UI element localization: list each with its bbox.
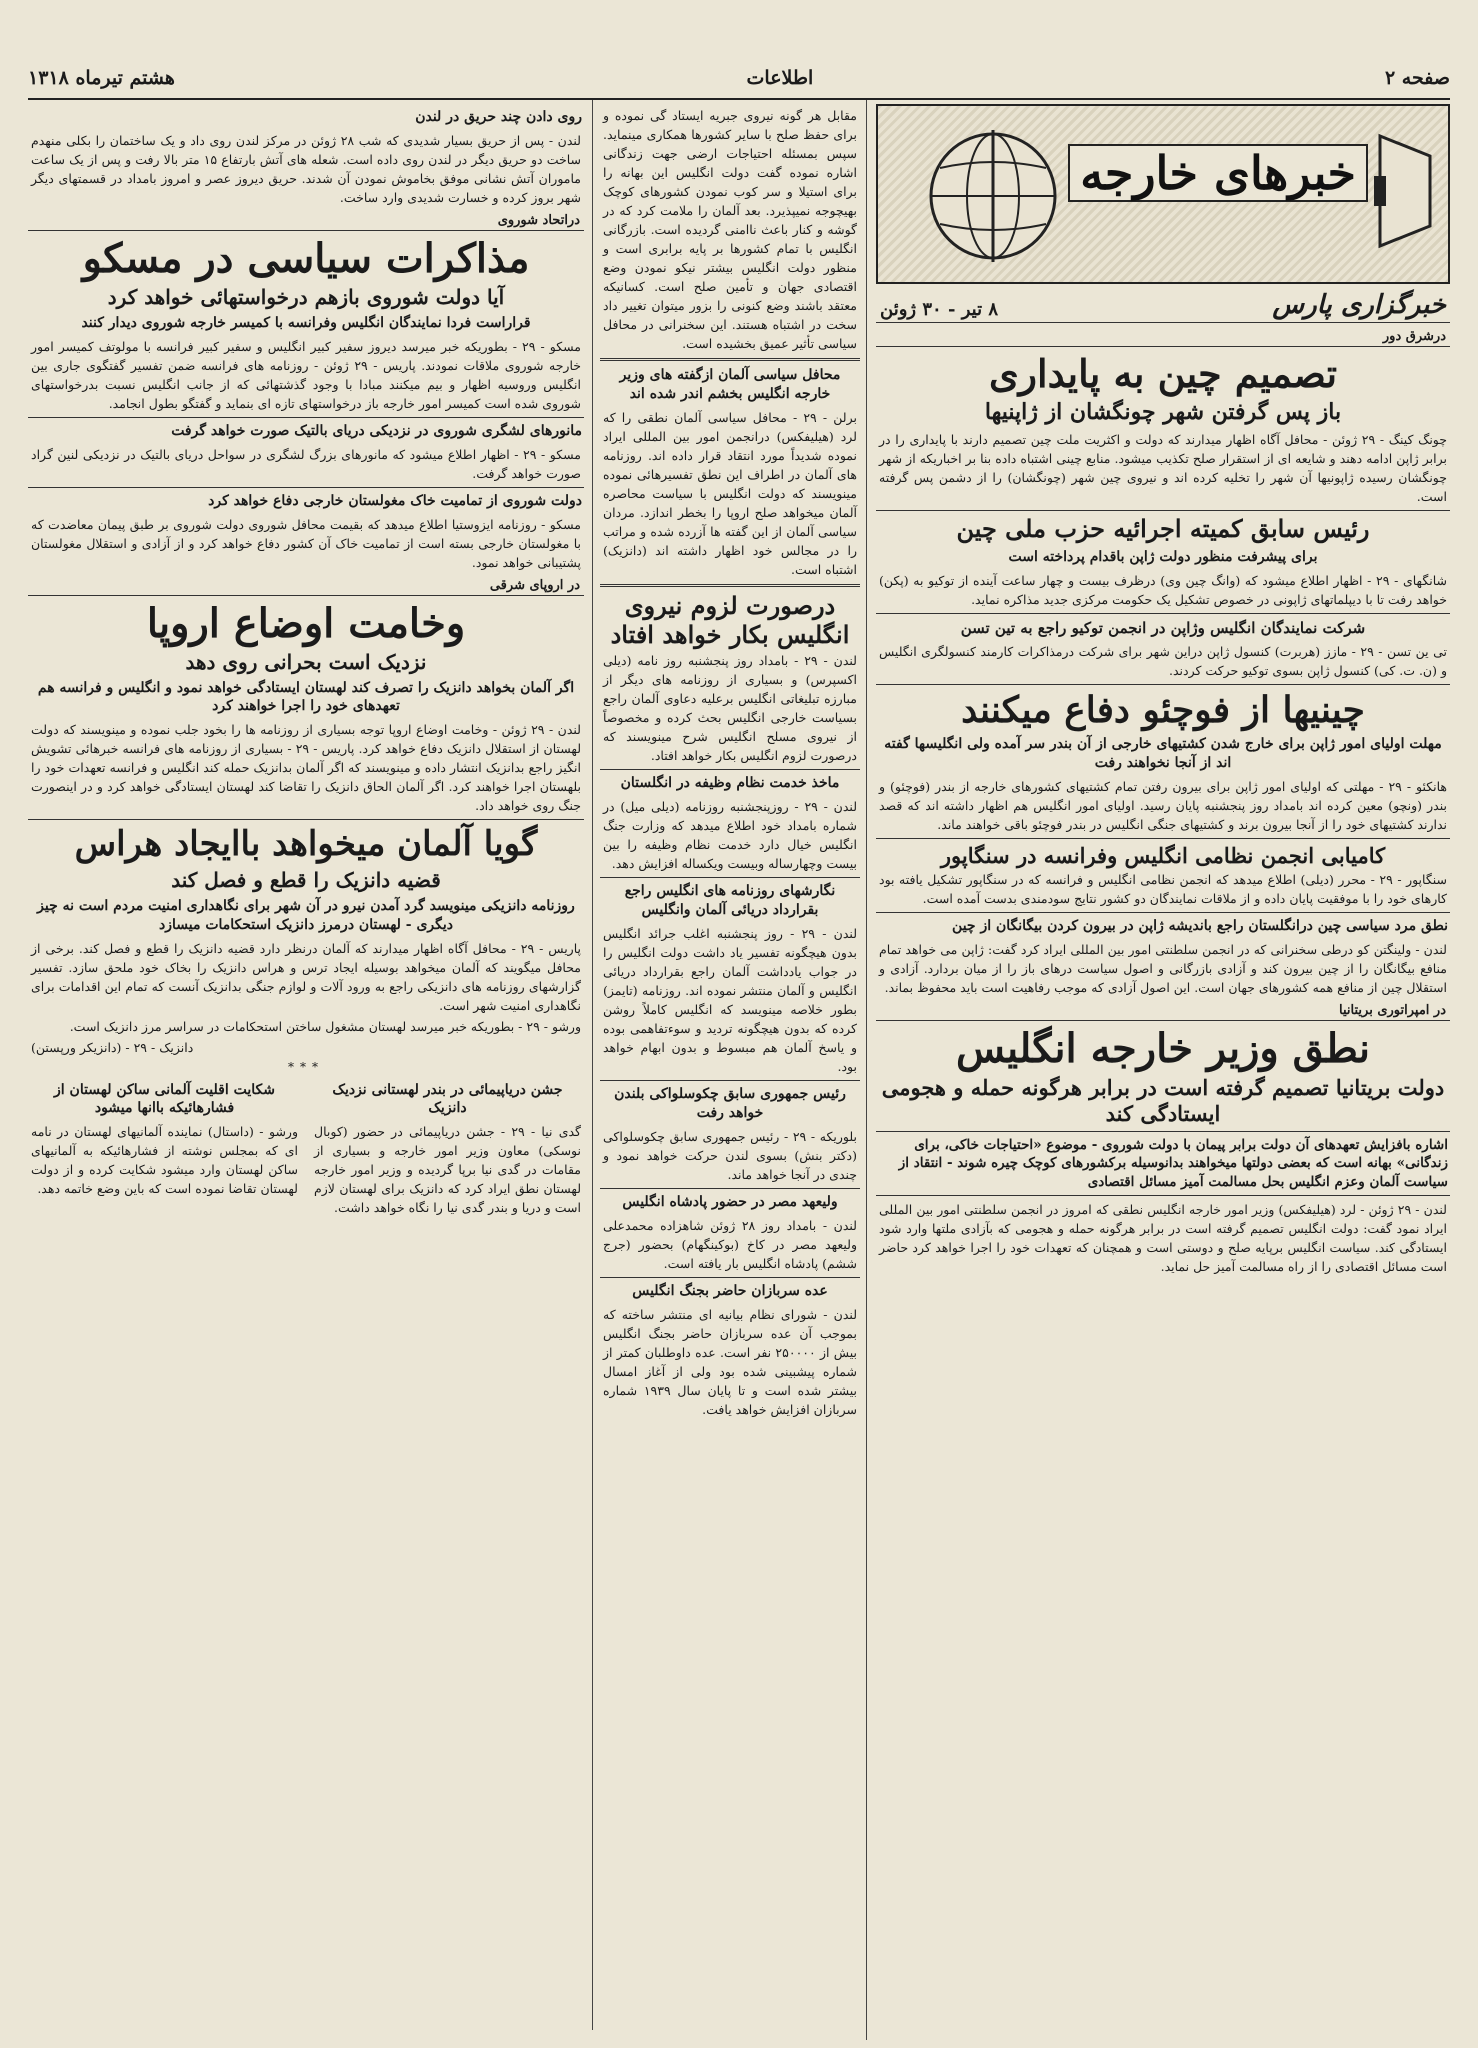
headline-british-force: درصورت لزوم نیروی انگلیس بکار خواهد افتاد bbox=[610, 590, 850, 649]
foreign-news-banner bbox=[876, 104, 1450, 284]
subhead: مهلت اولیای امور ژاپن برای خارج شدن کشتیهای خارجی از آن بندر سر آمده ولی انگلیسها گفته اند از آنجا نخواهند رفت bbox=[884, 735, 1442, 771]
subhead-chungshan: باز پس گرفتن شهر چونگشان از ژاپنیها bbox=[984, 398, 1342, 425]
article-body: لندن - ۲۹ ژوئن - لرد (هیلیفکس) وزیر امور خارجه انگلیس نطقی که امروز در انجمن سلطنتی امور بین المللی ایراد نمود گفت: دولت انگلیس تصمیم گرفته است در برابر هرگونه حمله و هجومی که بآزادی ملتها وارد شود ایستادگی کند. سیاست انگلیس برپایه صلح و دوستی است و همچنان که تعهدات خود را اجرا خواهد کرد حاضر است مسائل اقتصادی را از راه مسالمت آمیز حل نماید. bbox=[879, 1201, 1447, 1274]
headline-moscow-talks: مذاکرات سیاسی در مسکو bbox=[82, 234, 530, 282]
article-body: مسکو - روزنامه ایزوستیا اطلاع میدهد که بقیمت محافل شوروی دولت شوروی بر طبق پیمان معاضدت که با مغولستان خارجی بسته است از تمامیت خاک آن کشور دفاع خواهد کرد و از آزادی و استقلال مغولستان پشتیبانی خواهد نمود. bbox=[31, 516, 581, 570]
article-body: لندن - ولینگتن کو درطی سخنرانی که در انجمن سلطنتی امور بین المللی ایراد کرد گفت: ژاپن می خواهد تمام منافع بیگانگان را از چین بیرون کند و آزادی بازرگانی و اصول سیاست درهای باز را از میان بردارد. آزادی و استقلال چین از منافع همه کشورهای جهان است. این اصول آزادی که موجب رفاهیت است باید محفوظ بماند. bbox=[879, 941, 1447, 995]
article-body: بلوریکه - ۲۹ - رئیس جمهوری سابق چکوسلواکی (دکتر بنش) بسوی لندن حرکت خواهد نمود و چندی در آنجا خواهد ماند. bbox=[603, 1128, 857, 1182]
section-heading-soviet: دراتحاد شوروی bbox=[28, 211, 584, 231]
column-divider bbox=[592, 100, 593, 2030]
article-body: مقابل هر گونه نیروی جبریه ایستاد گی نموده و برای حفظ صلح با سایر کشورها همکاری مینماید. سپس بمسئله احتیاجات ارضی جهت زندگانی اشاره نموده گفت دولت انگلیس این بهانه را برای استیلا و سر کوب نمودن کشورهای کوچک بهیچوجه نمیپذیرد. بعد آلمان را ملامت کرد که در گوشه و کنار باعث ناامنی گردیده است. بازرگانی انگلیس با تمام کشورها بر پایه برابری است و منظور دولت انگلیس بیشتر نیکو نمودن وضع اقتصادی جهان و تأمین صلح است. کسانیکه معتقد باشند وضع کنونی را بزور میتوان تغییر داد سخت در اشتباه هستند. این سخنرانی در محافل سیاسی تأثیر عمیق بخشیده است. bbox=[603, 108, 857, 351]
agency-line bbox=[876, 284, 1450, 323]
article-body: لندن - ۲۹ - بامداد روز پنجشنبه روز نامه (دیلی اکسپرس) و بسیاری از روزنامه های دیگر از مبارزه تبلیغاتی انگلیس برعلیه دعاوی آلمان راجع بسیاست خارجی انگلیس بحث کرده و مخصوصاً از نیروی مسلح انگلیس شرح مینویسند که درصورت لزوم انگلیس بکار خواهد افتاد. bbox=[603, 653, 857, 764]
section-heading-eastern-europe: در اروپای شرقی bbox=[28, 576, 584, 596]
subhead: نزدیک است بحرانی روی دهد bbox=[185, 649, 427, 674]
page-number: صفحه ۲ bbox=[1384, 67, 1450, 89]
subhead: قضیه دانزیک را قطع و فصل کند bbox=[171, 867, 441, 892]
article-body: ورشو - (داستال) نماینده آلمانیهای لهستان در نامه ای که بمجلس نوشته از فشارهائیکه به آلمانیهای ساکن لهستان وارد میشود شکایت کرده و از دولت لهستان تقاضا نموده است که باین وضع خاتمه دهد. bbox=[31, 1124, 298, 1197]
article-body: لندن - ۲۹ ژوئن - وخامت اوضاع اروپا توجه بسیاری از روزنامه ها را بخود جلب نموده و مینویسند که دولت لهستان از استقلال دانزیک دفاع خواهد کرد. پاریس - ۲۹ - بسیاری از روزنامه های فرانسه خبرهائی تشویش انگیز راجع بدانزیک انتشار داده و مینویسند که اگر آلمان بدانزیک حمله کند انگلیس و فرانسه تعهدات خود را بلهستان اجرا خواهند کرد. اگر آلمان الحاق دانزیک را تقاضا کند لهستان ایستادگی خواهد کرد و در اینصورت جنگ روی خواهد داد. bbox=[31, 722, 582, 814]
headline-tientsin-talks: شرکت نمایندگان انگلیس وژاپن در انجمن توکیو راجع به تین تسن bbox=[960, 618, 1366, 637]
middle-column bbox=[600, 104, 860, 2034]
headline-mongolia-defense: دولت شوروی از تمامیت خاک مغولستان خارجی دفاع خواهد کرد bbox=[208, 492, 582, 509]
headline-soldiers-count: عده سربازان حاضر بجنگ انگلیس bbox=[632, 1282, 828, 1299]
summary-box: اشاره بافزایش تعهدهای آن دولت برابر پیمان با دولت شوروی - موضوع «احتیاجات خاکی، برای زندگانی» بهانه است که بعضی دولتها میخواهند بدانوسیله برکشورهای کوچک چیره شوند - انتقاد از سیاست آلمان وعزم انگلیس بحل مسالمت آمیز مسائل اقتصادی bbox=[898, 1137, 1448, 1190]
article-body: لندن - بامداد روز ۲۸ ژوئن شاهزاده محمدعلی ولیعهد مصر در کاخ (بوکینگهام) بحضور (جرج ششم) پادشاه انگلیس بار یافته است. bbox=[603, 1217, 857, 1271]
headline-foreign-secretary-speech: نطق وزیر خارجه انگلیس bbox=[956, 1024, 1370, 1072]
dateline: دانزیک - ۲۹ - (دانزیکر ورپستن) bbox=[31, 1039, 194, 1055]
gramophone-horn-icon bbox=[1370, 126, 1440, 256]
headline-london-fires: روی دادن چند حریق در لندن bbox=[415, 109, 582, 125]
paper-name: اطلاعات bbox=[746, 67, 814, 89]
headline-foochow-defense: چینیها از فوچئو دفاع میکنند bbox=[961, 689, 1365, 732]
section-heading-british-empire: در امپراتوری بریتانیا bbox=[876, 1001, 1450, 1021]
subhead: دولت بریتانیا تصمیم گرفته است در برابر هرگونه حمله و هجومی ایستادگی کند bbox=[881, 1074, 1445, 1126]
article-body: هانکئو - ۲۹ - مهلتی که اولیای امور ژاپن برای بیرون رفتن تمام کشتیهای کشورهای خارجه از بندر (فوچئو) و بندر (ونچو) معین کرده اند بامداد روز پنجشنبه پایان رسید. اولیای امور انگلیس هم اظهار داشته اند که قصد ندارند کشتیهای خود را از آنجا بیرون برند و کشتیهای جنگی انگلیس در بندر فوچئو باقی خواهند ماند. bbox=[879, 778, 1447, 832]
article-body: شانگهای - ۲۹ - اظهار اطلاع میشود که (وانگ چین وی) درظرف بیست و چهار ساعت آینده از توکیو به (پکن) خواهد رفت تا با دیپلماتهای ژاپونی در خصوص تشکیل یک حکومت مرکزی جدید مذاکره نماید. bbox=[879, 572, 1447, 607]
headline-navy-festival: جشن دریاپیمائی در بندر لهستانی نزدیک دانزیک bbox=[332, 1081, 563, 1117]
headline-naval-agreement: نگارشهای روزنامه های انگلیس راجع بقرارداد دریائی آلمان وانگلیس bbox=[624, 883, 836, 919]
article-body: پاریس - ۲۹ - محافل آگاه اظهار میدارند که آلمان درنظر دارد قضیه دانزیک را قطع و فصل کند. برخی از محافل میگویند که آلمان میخواهد بوسیله ایجاد ترس و هراس دانزیک را بخاک خود ملحق سازد. تفسیر گزارشهای روزنامه های دانزیکی راجع به ورود آلات و لوازم جنگی بدانزیک آنست که تمام این اقدامات برای نگاهداری امنیت شهر است. bbox=[31, 940, 581, 1013]
section-heading-far-east: درشرق دور bbox=[876, 327, 1450, 347]
agency-name: خبرگزاری پارس bbox=[1272, 290, 1446, 320]
article-body: تی ین تسن - ۲۹ - مازز (هربرت) کنسول ژاپن دراین شهر برای شرکت درمذاکرات کارمند کنسولگری انگلیس و (ن. ت. کی) کنسول ژاپن بسوی توکیو حرکت کردند. bbox=[879, 644, 1447, 679]
headline-baltic-maneuvers: مانورهای لشگری شوروی در نزدیکی دریای بالتیک صورت خواهد گرفت bbox=[171, 422, 582, 439]
headline-former-chairman: رئیس سابق کمیته اجرائیه حزب ملی چین bbox=[956, 514, 1370, 544]
article-body: سنگاپور - ۲۹ - محرر (دیلی) اطلاع میدهد که انجمن نظامی انگلیس و فرانسه که در سنگاپور تشکیل یافته بود کارهای خود را با موفقیت پایان داده و از ملاقات نمایندگان دو کشور نتایج سودمندی بدست آمده است. bbox=[879, 871, 1447, 906]
article-body: لندن - شورای نظام بیانیه ای منتشر ساخته که بموجب آن عده سربازان حاضر بجنگ انگلیس بیش از ۲۵۰۰۰۰ نفر است. عده داوطلبان کمتر از شماره پیشبینی شده بود ولی از آغاز امسال بیشتر شده است و تا پایان سال ۱۹۳۹ شماره سربازان افزایش خواهد یافت. bbox=[603, 1306, 857, 1417]
article-body: گدی نیا - ۲۹ - جشن دریاپیمائی در حضور (کوبال نوسکی) معاون وزیر امور خارجه و بسیاری از مقامات در گدی نیا برپا گردیده و وزیر امور خارجه لهستان نطق ایراد کرد که دانزیک برای لهستان لازم است و دریا و بندر گدی نیا را نگاه خواهد داشت. bbox=[314, 1124, 581, 1216]
headline-egypt-crown-prince: ولیعهد مصر در حضور پادشاه انگلیس bbox=[622, 1193, 838, 1210]
masthead-bar bbox=[28, 58, 1450, 100]
agency-date: ۸ تیر - ۳۰ ژوئن bbox=[880, 299, 999, 320]
headline-europe-crisis: وخامت اوضاع اروپا bbox=[146, 599, 466, 647]
column-divider bbox=[866, 100, 867, 2040]
article-body: لندن - پس از حریق بسیار شدیدی که شب ۲۸ ژوئن در مرکز لندن روی داد و یک ساختمان را بکلی منهدم ساخت دو حریق دیگر در لندن روی داده است. شعله های آتش بارتفاع ۱۵ متر بالا رفت و پس از یک ساعت ماموران آتش نشانی موفق بخاموش نمودن آن شدند. حریق دیروز عصر و امروز بامداد در قسمتهای دیگر شهر بروز کرده و خسارت شدیدی وارد ساخت. bbox=[31, 132, 581, 205]
separator-stars: *** bbox=[288, 1059, 324, 1074]
left-column bbox=[28, 104, 584, 2034]
subhead: روزنامه دانزیکی مینویسد گرد آمدن نیرو در آن شهر برای نگاهداری امنیت مردم است نه چیز دیگری - لهستان درمرز دانزیک استحکامات میسازد bbox=[37, 897, 575, 933]
article-body: مسکو - ۲۹ - اظهار اطلاع میشود که مانورهای بزرگ لشگری در سواحل دریای بالتیک در نزدیکی لنین گراد صورت خواهد گرفت. bbox=[31, 446, 581, 481]
article-body: برلن - ۲۹ - محافل سیاسی آلمان نطقی را که لرد (هیلیفکس) درانجمن امور بین المللی ایراد نموده شدیداً مورد انتقاد قرار داده اند. روزنامه های آلمان در اطراف این نطق تفسیرهائی نموده مینویسند که دولت انگلیس با سیاست محاصره آلمان میخواهد صلح اروپا را بخطر اندازد. مردان سیاسی آلمان از این گفته ها آزرده شده و مراتب را در مجالس خود اظهار داشته اند (دانزیک) اشتباه است. bbox=[603, 409, 857, 577]
headline-china-resistance: تصمیم چین به پایداری bbox=[988, 351, 1338, 396]
headline-singapore-conference: کامیابی انجمن نظامی انگلیس وفرانسه در سنگاپور bbox=[940, 842, 1386, 868]
headline-wellington-koo: نطق مرد سیاسی چین درانگلستان راجع بانديشه ژاپن در بیرون کردن بیگانگان از چین bbox=[952, 917, 1448, 934]
globe-icon bbox=[918, 126, 1068, 266]
article-body: مسکو - ۲۹ - بطوریکه خبر میرسد دیروز سفیر کبیر انگلیس و سفیر کبیر فرانسه با مولوتف کمیسر امور خارجه شوروی ملاقات نمودند. پاریس - ۲۹ ژوئن - روزنامه های فرانسه ضمن تفسیر گفتگوی جاری بین انگلیس وروسیه اظهار و بیم میکنند مبادا با وجود گذشتهائی که از جانب انگلیس نسبت بدرخواستهای شوروی شده است کمیسر امور خارجه باز درخواستهای تازه ای بنماید و گفتگو بطول انجامد. bbox=[31, 338, 581, 411]
headline-conscription: ماخذ خدمت نظام وظیفه در انگلستان bbox=[620, 775, 840, 792]
article-body: چونگ کینگ - ۲۹ ژوئن - محافل آگاه اظهار میدارند که دولت و اکثریت ملت چین تصمیم دارند با پایداری را در برابر ژاپن ادامه دهند و شایعه ای از استقرار صلح تکذیب میشود. منابع چینی اشتباه داده بنا بر اخباریکه از شهر چونگشان رسیده ژاپونیها آن شهر را تخلیه کرده اند و نیروی چین شهر (چونگشان) را از دشمن پس گرفته است. bbox=[879, 432, 1447, 505]
banner-title: خبرهای خارجه bbox=[1068, 144, 1368, 202]
right-column bbox=[876, 104, 1450, 2034]
article-body: لندن - ۲۹ - روز پنجشنبه اغلب جرائد انگلیس بدون هیچگونه تفسیر یاد داشت دولت انگلیس را در جواب یادداشت آلمان راجع بقرارداد دریائی انگلیس و آلمان منتشر نموده اند. روزنامه (تایمز) بطور خلاصه مینویسد که انگلیس کاملاً روشن کرده که بدون هیچگونه تردید و سوءتفاهمی بوده و یاسخ آلمان هم مبسوط و بدون ابهام خواهد بود. bbox=[603, 926, 857, 1075]
subhead: قراراست فردا نمایندگان انگلیس وفرانسه با کمیسر خارجه شوروی دیدار کنند bbox=[81, 314, 531, 331]
article-body: لندن - ۲۹ - روزپنجشنبه روزنامه (دیلی میل) در شماره بامداد خود اطلاع میدهد که وزارت جنگ انگلیس خیال دارد خدمت نظام وظیفه را بین بیست وچهارساله وبیست ویکساله افزایش دهد. bbox=[603, 799, 858, 872]
issue-date: هشتم تیرماه ۱۳۱۸ bbox=[28, 67, 175, 89]
two-column-block bbox=[28, 1077, 584, 1220]
headline-german-minority: شکایت اقلیت آلمانی ساکن لهستان از فشارهائیکه باانها میشود bbox=[54, 1081, 275, 1117]
subhead: اگر آلمان بخواهد دانزیک را تصرف کند لهستان ایستادگی خواهد نمود و انگلیس و فرانسه هم تعهدهای خود را اجرا خواهند کرد bbox=[37, 679, 575, 715]
subhead: آیا دولت شوروی بازهم درخواستهائی خواهد کرد bbox=[107, 284, 505, 309]
headline-german-circles: محافل سیاسی آلمان ازگفته های وزیر خارجه انگلیس بخشم اندر شده اند bbox=[619, 367, 841, 402]
headline-germany-fear: گویا آلمان میخواهد باایجاد هراس bbox=[74, 824, 538, 865]
subhead: برای پیشرفت منظور دولت ژاپن باقدام پرداخته است bbox=[1008, 549, 1318, 566]
article-body: ورشو - ۲۹ - بطوریکه خبر میرسد لهستان مشغول ساختن استحکامات در سراسر مرز دانزیک است. bbox=[69, 1018, 581, 1034]
headline-benes: رئیس جمهوری سابق چکوسلواکی بلندن خواهد رفت bbox=[614, 1086, 846, 1121]
